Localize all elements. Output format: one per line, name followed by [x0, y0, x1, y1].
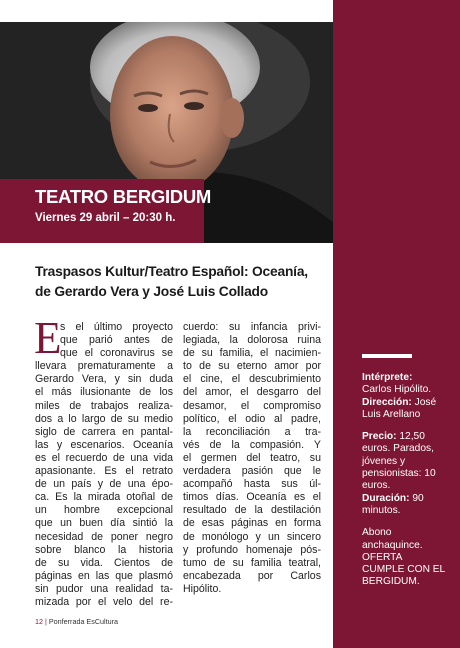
heading-line: de Gerardo Vera y José Luis Collado: [35, 284, 268, 299]
article-column-1: [34, 313, 173, 609]
text-line: páginas en las que plasmó: [35, 569, 173, 582]
text-line: y profundo homenaje pós-: [183, 543, 321, 556]
heading-line: Traspasos Kultur/Teatro Español: Oceanía,: [35, 264, 308, 279]
direccion-label: Dirección:: [362, 396, 412, 408]
text-line: de esas páginas en forma: [183, 517, 321, 530]
article-column-2: [183, 321, 321, 596]
text-line: legiada, la dolorosa ruina: [183, 334, 321, 347]
text-line: miles de trabajos realiza-: [35, 399, 173, 412]
footer-separator: |: [45, 617, 47, 626]
text-line: desamor, el compromiso: [183, 399, 321, 412]
text-line: llevara prematuramente a: [35, 360, 173, 373]
text-line: que parió antes de: [60, 334, 173, 347]
text-line: un hombre excepcional: [35, 504, 173, 517]
text-line: sin pudor una realidad ta-: [35, 582, 173, 595]
precio-line-4: euros.: [362, 480, 391, 492]
event-details: [362, 372, 454, 589]
text-line: es el recuerdo de una vida: [35, 451, 173, 464]
oferta-line-2: BERGIDUM.: [362, 576, 420, 588]
direccion-value-2: Luis Arellano: [362, 408, 421, 420]
duracion-value-1: 90: [409, 492, 424, 504]
drop-cap: E: [34, 313, 62, 363]
text-line: las y escenarios. Oceanía: [35, 438, 173, 451]
venue-title: TEATRO BERGIDUM: [35, 186, 212, 207]
abono-line-1: anchaquince.: [362, 539, 423, 551]
text-line: de su familia, el nacimien-: [183, 347, 321, 360]
duracion-label: Duración:: [362, 492, 410, 504]
text-line: mizada por el velo del re-: [35, 595, 173, 608]
page-footer: [35, 617, 118, 626]
text-line: el más ilusionante de los: [35, 386, 173, 399]
text-line: de un país y de una épo-: [35, 478, 173, 491]
text-line: del amor, el desgarro del: [183, 386, 321, 399]
precio-line-1: euros. Parados,: [362, 443, 434, 455]
text-line: que un buen día sintió la: [35, 517, 173, 530]
duracion-value-2: minutos.: [362, 504, 401, 516]
page-number: 12: [35, 617, 43, 626]
text-line: cuerdo: su infancia privi-: [183, 321, 321, 333]
text-line: encabezada por Carlos: [183, 569, 321, 582]
text-line: apasionante. Es el retrato: [35, 465, 173, 478]
text-line: vés de la compasión. Y: [183, 438, 321, 451]
publication-name: Ponferrada EsCultura: [48, 617, 118, 626]
text-line: dos a lo largo de su medio: [35, 412, 173, 425]
oferta-line-1: CUMPLE CON EL: [362, 564, 446, 576]
text-line: que el coronavirus se: [60, 347, 173, 360]
precio-line-3: pensionistas: 10: [362, 468, 436, 480]
text-line: de su vida. Cientos de: [35, 556, 173, 569]
text-line: el cine, el descubrimiento: [183, 373, 321, 386]
text-line: ca. Es la mirada otoñal de: [35, 491, 173, 504]
text-line: necesidad de poner negro: [35, 530, 173, 543]
text-line: Gerardo Vera, y sin duda: [35, 373, 173, 386]
interprete-value: Carlos Hipólito.: [362, 384, 432, 396]
text-line: tumo de su familia teatral,: [183, 556, 321, 569]
sidebar-divider: [362, 354, 412, 358]
text-line: acompañó hasta sus úl-: [183, 478, 321, 491]
text-line: político, el odio al padre,: [183, 412, 321, 425]
text-line: timos días. Oceanía es el: [183, 491, 321, 504]
text-line: verdadera pasión que le: [183, 465, 321, 478]
precio-line-0: 12,50: [399, 431, 425, 443]
interprete-label: Intérprete:: [362, 372, 413, 383]
event-date: Viernes 29 abril – 20:30 h.: [35, 212, 176, 224]
text-line: s el último proyecto: [60, 321, 173, 333]
oferta-line-0: OFERTA: [362, 551, 403, 563]
text-line: to de su eterno amor por: [183, 360, 321, 373]
precio-line-2: jóvenes y: [362, 455, 406, 467]
text-line: resultado de la destilación: [183, 504, 321, 517]
text-line: de monólogo y un sincero: [183, 530, 321, 543]
text-line: siglo de carrera en pantal-: [35, 425, 173, 438]
text-line: el germen del teatro, su: [183, 451, 321, 464]
text-line: la reconciliación a tra-: [183, 425, 321, 438]
article-heading: [35, 262, 330, 302]
direccion-value-1: José: [411, 396, 437, 408]
precio-label: Precio:: [362, 431, 397, 443]
text-line: sobre blanco la historia: [35, 543, 173, 556]
abono-line-0: Abono: [362, 527, 392, 539]
text-line: Hipólito.: [183, 582, 222, 595]
